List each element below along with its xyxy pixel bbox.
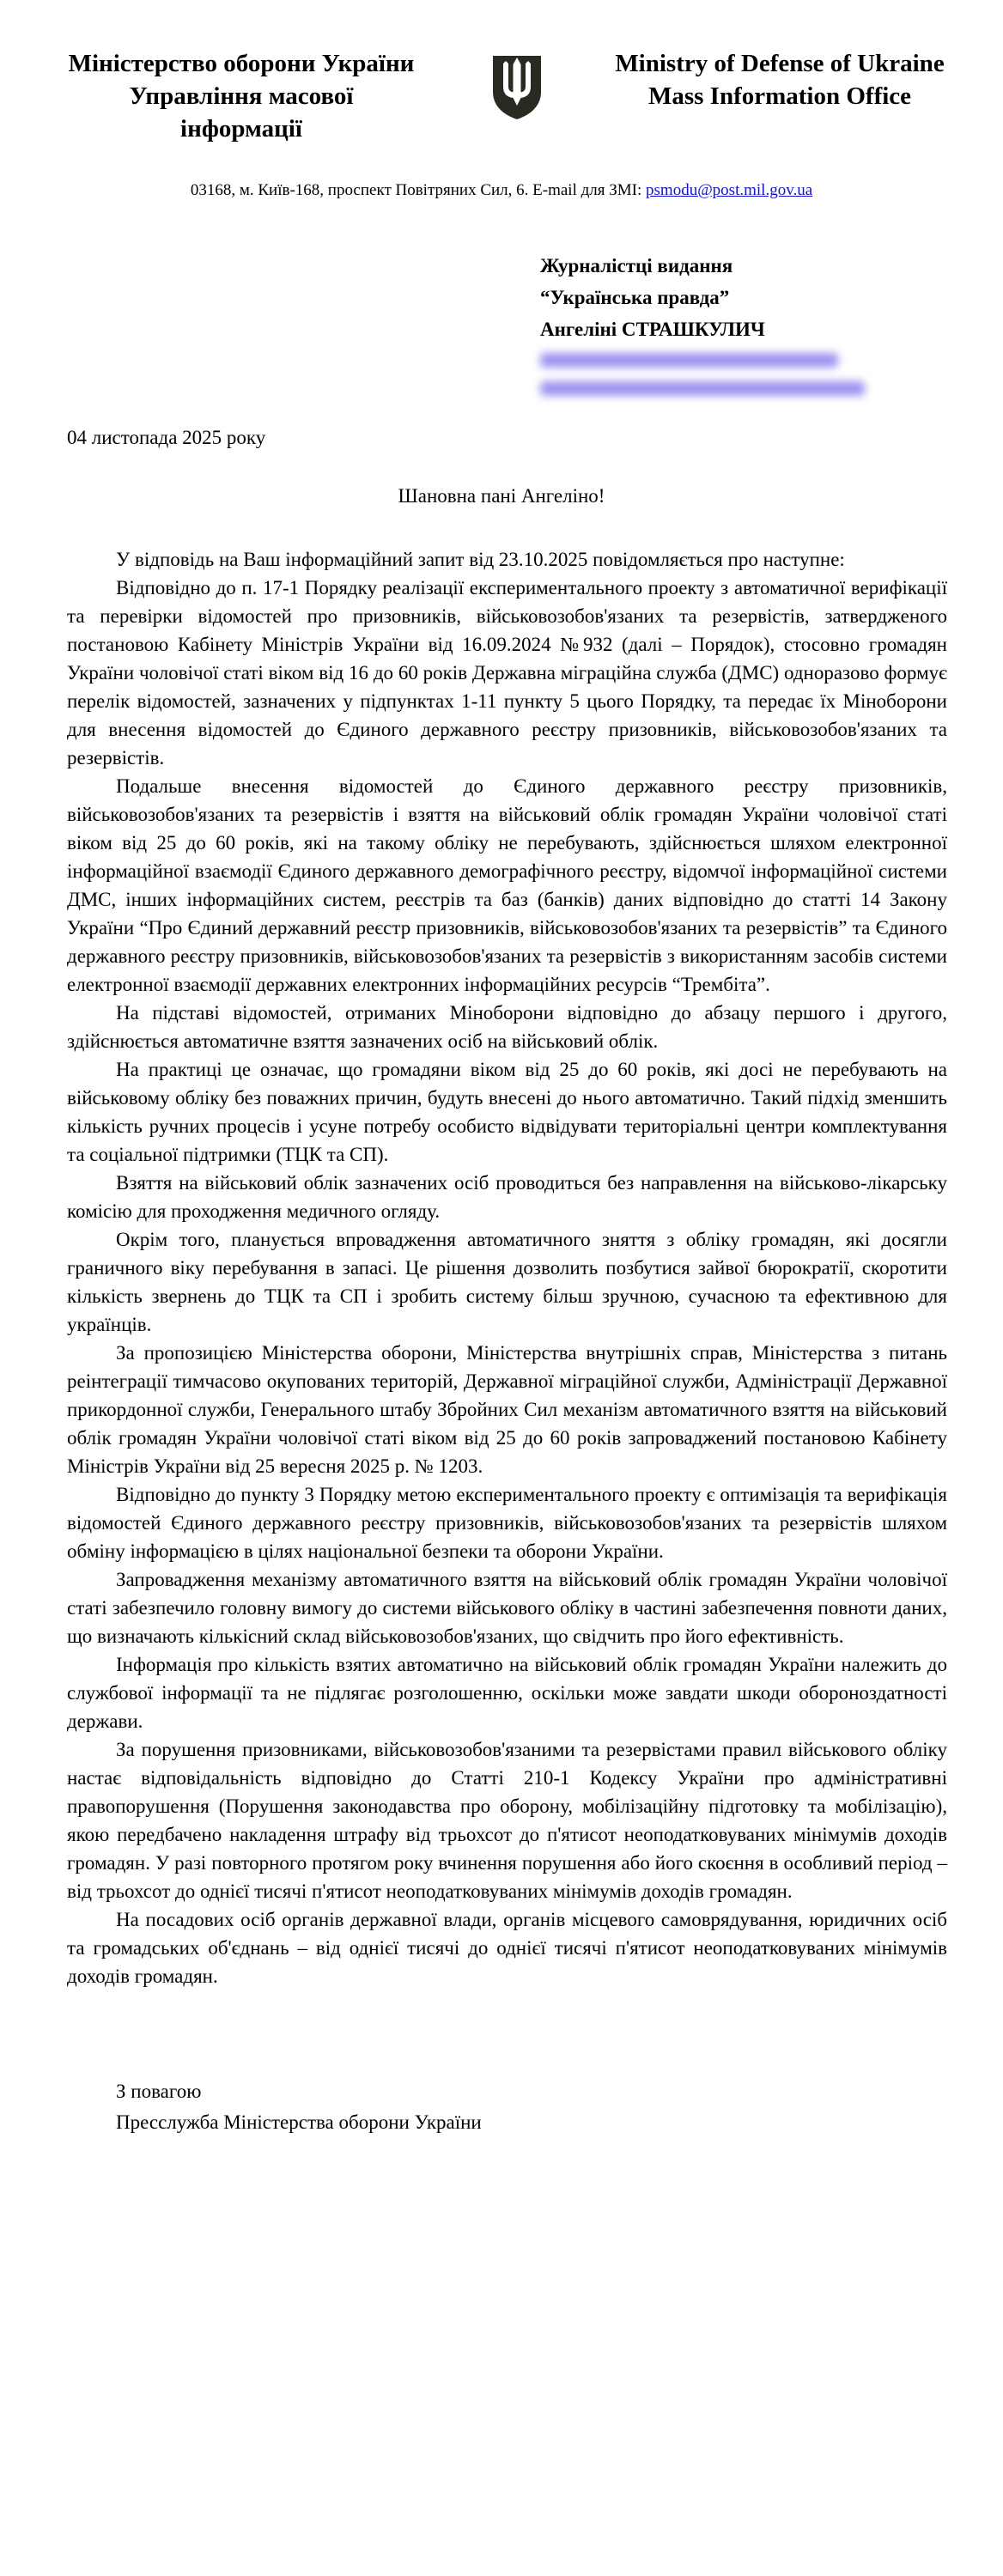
- paragraph-2: Відповідно до п. 17-1 Порядку реалізації експериментального проекту з автоматичної верифікації та перевірки відомостей про призовників, військовозобов'язаних та резервістів, затвердженого постановою Кабінету Міністрів України від 16.09.2024 №932 (далі – Порядок), стосовно громадян України чоловічої статі віком від 16 до 60 років Державна міграційна служба (ДМС) одноразово формує перелік відомостей, зазначених у підпунктах 1-11 пункту 5 цього Порядку, та передає їх Міноборони для внесення відомостей до Єдиного державного реєстру призовників, військовозобов'язаних та резервістів.: [67, 577, 947, 769]
- paragraph-10: Запровадження механізму автоматичного взяття на військовий облік громадян України чоловічої статі забезпечило головну вимогу до системи військового обліку в частині забезпечення повноти даних, що визначають кількісний склад військовозобов'язаних, що свідчить про його ефективність.: [67, 1569, 947, 1647]
- org-name-ukrainian: [34, 47, 448, 145]
- address-line: [0, 179, 1003, 202]
- org-en-line-1: Ministry of Defense of Ukraine: [615, 50, 945, 77]
- org-uk-line-1: Міністерство оборони України: [68, 50, 415, 77]
- paragraph-6: Взяття на військовий облік зазначених осіб проводиться без направлення на військово-лікарську комісію для проходження медичного огляду.: [67, 1172, 947, 1222]
- recipient-line-1: Журналістці видання: [540, 255, 733, 276]
- paragraph-12: За порушення призовниками, військовозобов'язаними та резервістами правил військового обліку настає відповідальність відповідно до Статті 210-1 Кодексу України про адміністративні правопорушення (Порушення законодавства про оборону, мобілізаційну підготовку та мобілізацію), якою передбачено накладення штрафу від трьохсот до п'ятисот неоподатковуваних мінімумів доходів громадян. У разі повторного протягом року вчинення порушення або його скоєння в особливий період – від трьохсот до однієї тисячі п'ятисот неоподатковуваних мінімумів доходів громадян.: [67, 1739, 947, 1902]
- paragraph-13: На посадових осіб органів державної влади, органів місцевого самоврядування, юридичних осіб та громадських об'єднань – від однієї тисячі до однієї тисячі п'ятисот неоподатковуваних мінімумів доходів громадян.: [67, 1909, 947, 1987]
- paragraph-4: На підставі відомостей, отриманих Міноборони відповідно до абзацу першого і другого, здійснюється автоматичне взяття зазначених осіб на військовий облік.: [67, 1002, 947, 1052]
- redacted-email-2: [540, 381, 865, 396]
- paragraph-11: Інформація про кількість взятих автоматично на військовий облік громадян України належить до службової інформації та не підлягає розголошенню, оскільки може завдати шкоди обороноздатності держави.: [67, 1654, 947, 1732]
- recipient-line-2: “Українська правда”: [540, 287, 730, 308]
- closing-regards: З повагою: [116, 2081, 202, 2102]
- org-en-line-2: Mass Information Office: [647, 82, 912, 110]
- org-uk-line-3: інформації: [180, 115, 302, 143]
- paragraph-8: За пропозицією Міністерства оборони, Міністерства внутрішніх справ, Міністерства з питань реінтеграції тимчасово окупованих територій, Державної міграційної служби, Адміністрації Державної прикордонної служби, Генерального штабу Збройних Сил механізм автоматичного взяття на військовий облік громадян України чоловічої статі віком від 25 до 60 років запроваджений постановою Кабінету Міністрів України від 25 вересня 2025 р. № 1203.: [67, 1342, 947, 1477]
- paragraph-9: Відповідно до пункту 3 Порядку метою експериментального проекту є оптимізація та верифікація відомостей Єдиного державного реєстру призовників, військовозобов'язаних та резервістів шляхом обміну інформацією в цілях національної безпеки та оборони України.: [67, 1484, 947, 1562]
- ministry-emblem: [489, 52, 545, 125]
- recipient-line-3: Ангеліні СТРАШКУЛИЧ: [540, 319, 765, 340]
- redacted-email-1: [540, 353, 838, 368]
- press-email-link[interactable]: psmodu@post.mil.gov.ua: [646, 181, 813, 199]
- letter-body: [67, 545, 947, 1990]
- date-line: 04 листопада 2025 року: [67, 427, 266, 448]
- org-name-english: [586, 47, 974, 112]
- letterhead: [0, 0, 1003, 145]
- paragraph-7: Окрім того, планується впровадження автоматичного зняття з обліку громадян, які досягли граничного віку перебування в запасі. Це рішення дозволить позбутися зайвої бюрократії, скоротити кількість звернень до ТЦК та СП і зробить систему більш зручною, сучасною та ефективною для українців.: [67, 1229, 947, 1335]
- address-text: 03168, м. Київ-168, проспект Повітряних Сил, 6. E-mail для ЗМІ:: [190, 181, 647, 199]
- org-uk-line-2: Управління масової: [129, 82, 354, 110]
- trident-shield-icon: [489, 52, 545, 121]
- paragraph-5: На практиці це означає, що громадяни віком від 25 до 60 років, які досі не перебувають на військовому обліку без поважних причин, будуть внесені до нього автоматично. Такий підхід зменшить кількість ручних процесів і усуне потребу особисто відвідувати територіальні центри комплектування та соціальної підтримки (ТЦК та СП).: [67, 1059, 947, 1165]
- salutation: Шановна пані Ангеліно!: [398, 485, 605, 507]
- closing-signature: Пресслужба Міністерства оборони України: [116, 2111, 482, 2133]
- recipient-block: [540, 250, 1003, 396]
- paragraph-3: Подальше внесення відомостей до Єдиного державного реєстру призовників, військовозобов'язаних та резервістів і взяття на військовий облік громадян України чоловічої статі віком від 25 до 60 років, які на такому обліку не перебувають, здійснюється шляхом електронної інформаційної взаємодії Єдиного державного демографічного реєстру, відомчої інформаційної системи ДМС, інших інформаційних систем, реєстрів та баз (банків) даних відповідно до статті 14 Закону України “Про Єдиний державний реєстр призовників, військовозобов'язаних та резервістів” та Єдиного державного реєстру призовників, військовозобов'язаних та резервістів з використанням засобів системи електронної взаємодії державних електронних інформаційних ресурсів “Трембіта”.: [67, 775, 947, 995]
- paragraph-1: У відповідь на Ваш інформаційний запит від 23.10.2025 повідомляється про наступне:: [116, 549, 845, 570]
- closing-block: [116, 2076, 1003, 2138]
